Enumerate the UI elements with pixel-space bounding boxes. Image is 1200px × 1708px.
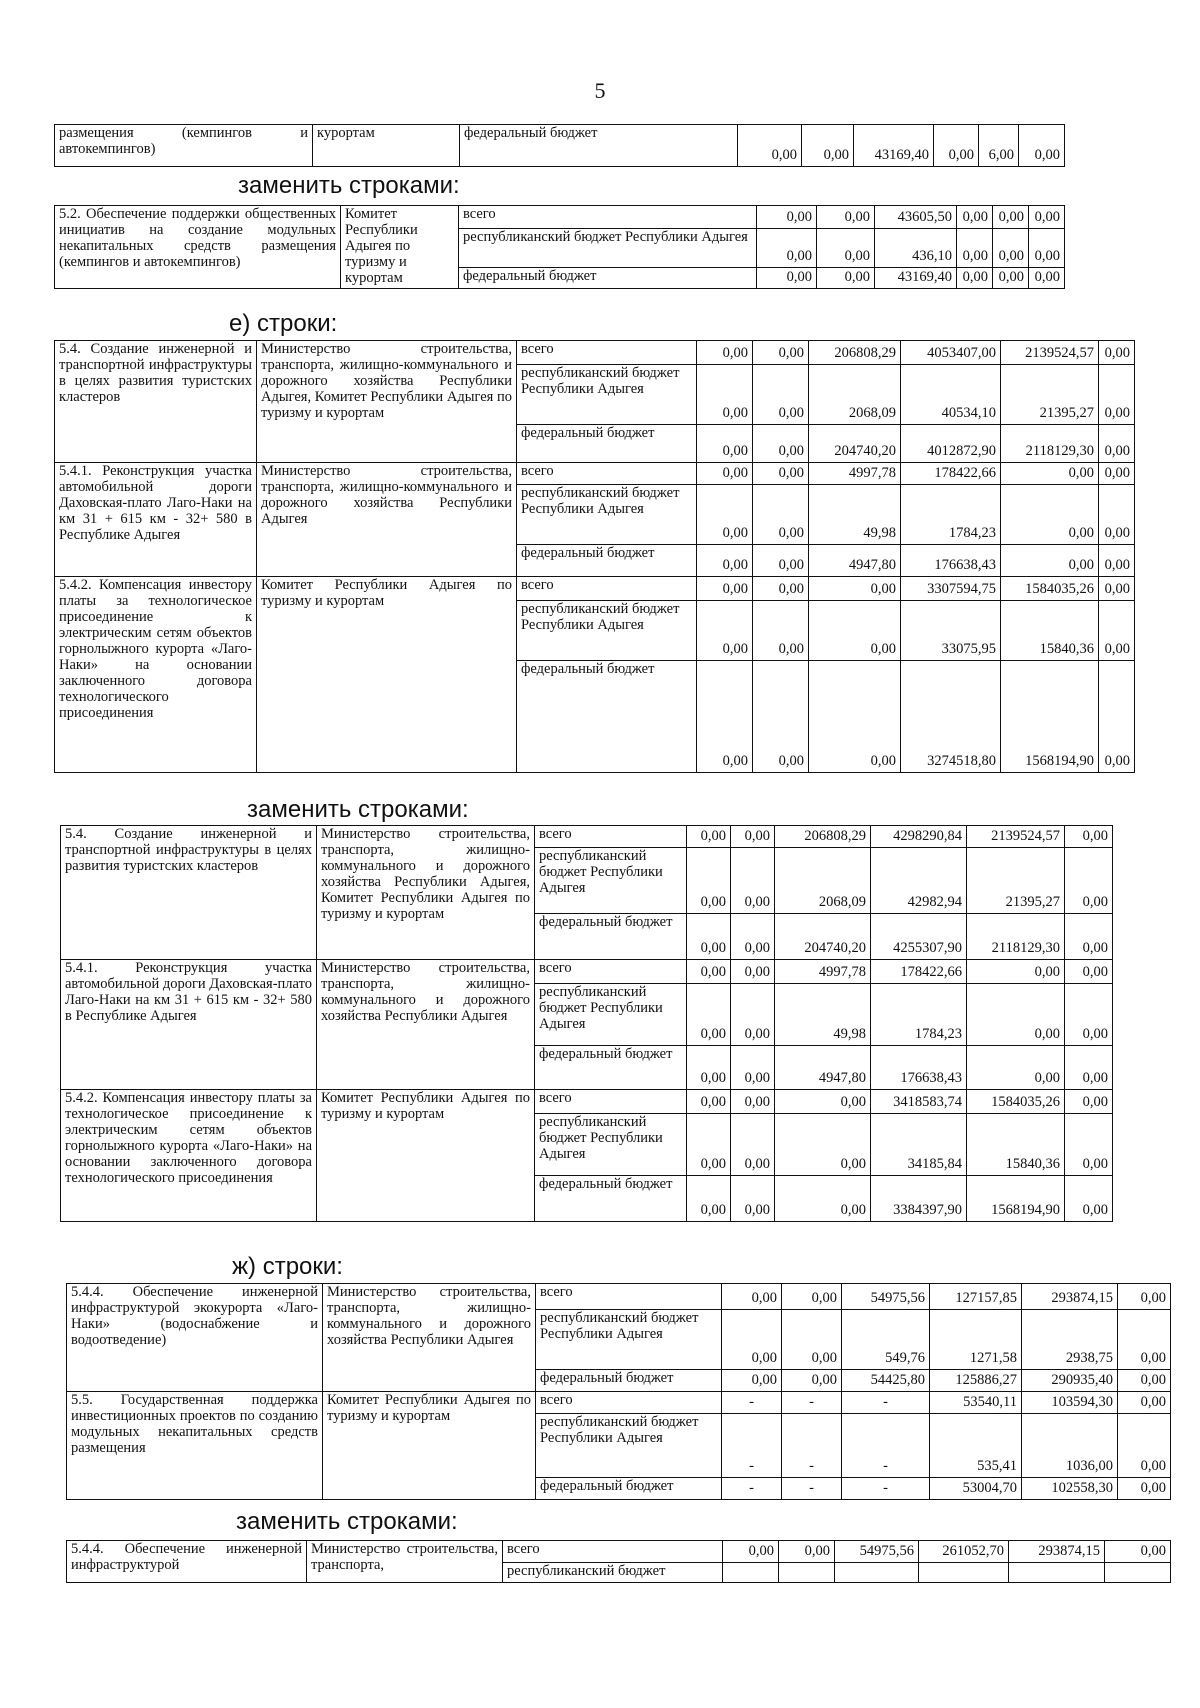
value-cell: 0,00 xyxy=(1099,425,1135,463)
value-cell: 0,00 xyxy=(1099,341,1135,365)
executor: Министерство строительства, транспорта, жилищно-коммунального и дорожного хозяйства Республики Адыгея xyxy=(323,1284,536,1392)
value-cell: 0,00 xyxy=(738,125,802,167)
value-cell: 0,00 xyxy=(757,268,817,289)
value-cell: 178422,66 xyxy=(901,463,1001,485)
value-cell: 0,00 xyxy=(697,485,753,545)
funding-source: федеральный бюджет xyxy=(536,1478,722,1500)
replacement-table-zh xyxy=(66,1540,1171,1583)
funding-source: республиканский бюджет Республики Адыгея xyxy=(517,601,697,661)
value-cell: 0,00 xyxy=(1001,485,1099,545)
value-cell: 1036,00 xyxy=(1022,1414,1118,1478)
value-cell: 0,00 xyxy=(1118,1478,1171,1500)
value-cell: 4053407,00 xyxy=(901,341,1001,365)
value-cell: 0,00 xyxy=(779,1541,835,1563)
value-cell: 54425,80 xyxy=(842,1370,930,1392)
value-cell: 1271,58 xyxy=(930,1310,1022,1370)
value-cell: 125886,27 xyxy=(930,1370,1022,1392)
value-cell: 0,00 xyxy=(967,984,1065,1046)
value-cell: 0,00 xyxy=(802,125,854,167)
measure-name: 5.4.4. Обеспечение инженерной инфраструктурой xyxy=(67,1541,307,1583)
value-cell: 176638,43 xyxy=(901,545,1001,577)
funding-source: республиканский бюджет Республики Адыгея xyxy=(536,1414,722,1478)
replacement-table-e xyxy=(60,825,1113,1222)
value-cell: 6,00 xyxy=(979,125,1019,167)
value-cell: 0,00 xyxy=(1099,577,1135,601)
value-cell: 0,00 xyxy=(1065,984,1113,1046)
value-cell: 0,00 xyxy=(1065,1046,1113,1090)
value-cell: - xyxy=(782,1392,842,1414)
value-cell: 53540,11 xyxy=(930,1392,1022,1414)
value-cell: 206808,29 xyxy=(775,826,871,848)
value-cell: 204740,20 xyxy=(809,425,901,463)
value-cell: - xyxy=(782,1478,842,1500)
funding-source: всего xyxy=(517,463,697,485)
value-cell: 1784,23 xyxy=(901,485,1001,545)
funding-source: республиканский бюджет Республики Адыгея xyxy=(517,485,697,545)
measure-name: размещения (кемпингов и автокемпингов) xyxy=(55,125,313,167)
value-cell: 43605,50 xyxy=(875,206,957,229)
value-cell: 0,00 xyxy=(775,1114,871,1176)
measure-name: 5.4. Создание инженерной и транспортной инфраструктуры в целях развития туристских кластеров xyxy=(55,341,257,463)
value-cell: 1568194,90 xyxy=(1001,661,1099,773)
value-cell: 0,00 xyxy=(809,577,901,601)
value-cell: 549,76 xyxy=(842,1310,930,1370)
section-heading: ж) строки: xyxy=(232,1253,343,1280)
value-cell: 0,00 xyxy=(993,268,1029,289)
value-cell: 0,00 xyxy=(757,206,817,229)
value-cell: 0,00 xyxy=(731,848,775,914)
funding-source: федеральный бюджет xyxy=(460,125,738,167)
executor: Комитет Республики Адыгея по туризму и курортам xyxy=(341,206,459,289)
value-cell: - xyxy=(842,1414,930,1478)
value-cell: 103594,30 xyxy=(1022,1392,1118,1414)
value-cell: 0,00 xyxy=(782,1284,842,1310)
funding-source: республиканский бюджет Республики Адыгея xyxy=(535,848,687,914)
value-cell xyxy=(723,1563,779,1583)
executor: Министерство строительства, транспорта, жилищно-коммунального и дорожного хозяйства Республики Адыгея, Комитет Республики Адыгея по туризму и курортам xyxy=(317,826,535,960)
funding-source: всего xyxy=(535,826,687,848)
value-cell xyxy=(835,1563,919,1583)
value-cell: 0,00 xyxy=(1099,601,1135,661)
value-cell: 0,00 xyxy=(782,1310,842,1370)
section-heading: заменить строками: xyxy=(236,1508,458,1535)
value-cell: 3307594,75 xyxy=(901,577,1001,601)
value-cell: 4012872,90 xyxy=(901,425,1001,463)
value-cell: 0,00 xyxy=(722,1310,782,1370)
value-cell: 54975,56 xyxy=(842,1284,930,1310)
value-cell: 21395,27 xyxy=(967,848,1065,914)
value-cell: 0,00 xyxy=(697,365,753,425)
value-cell: 293874,15 xyxy=(1022,1284,1118,1310)
value-cell: 0,00 xyxy=(957,228,993,267)
value-cell: - xyxy=(842,1392,930,1414)
replacement-table-5-2 xyxy=(54,205,1065,289)
measure-name: 5.4.1. Реконструкция участка автомобильной дороги Даховская-плато Лаго-Наки на км 31 + 615 км - 32+ 580 в Республике Адыгея xyxy=(55,463,257,577)
value-cell: 0,00 xyxy=(753,341,809,365)
value-cell: 0,00 xyxy=(1065,1176,1113,1222)
old-rows-table-e xyxy=(54,340,1135,773)
value-cell: 4997,78 xyxy=(775,960,871,984)
executor: Министерство строительства, транспорта, жилищно-коммунального и дорожного хозяйства Республики Адыгея xyxy=(317,960,535,1090)
value-cell: 0,00 xyxy=(809,601,901,661)
funding-source: всего xyxy=(517,341,697,365)
value-cell: 436,10 xyxy=(875,228,957,267)
value-cell: 42982,94 xyxy=(871,848,967,914)
value-cell: 0,00 xyxy=(723,1541,779,1563)
funding-source: федеральный бюджет xyxy=(459,268,757,289)
value-cell: 0,00 xyxy=(1001,545,1099,577)
value-cell: 33075,95 xyxy=(901,601,1001,661)
value-cell: 4997,78 xyxy=(809,463,901,485)
value-cell: 0,00 xyxy=(687,1046,731,1090)
value-cell: 4947,80 xyxy=(809,545,901,577)
value-cell: 0,00 xyxy=(753,365,809,425)
value-cell: 0,00 xyxy=(1029,268,1065,289)
funding-source: республиканский бюджет xyxy=(503,1563,723,1583)
value-cell: 0,00 xyxy=(1118,1310,1171,1370)
value-cell: 2938,75 xyxy=(1022,1310,1118,1370)
funding-source: всего xyxy=(459,206,757,229)
value-cell: 0,00 xyxy=(687,984,731,1046)
value-cell: 2118129,30 xyxy=(1001,425,1099,463)
value-cell xyxy=(1105,1563,1171,1583)
continued-row-table xyxy=(54,124,1065,167)
executor: курортам xyxy=(313,125,460,167)
value-cell: 261052,70 xyxy=(919,1541,1009,1563)
value-cell: 49,98 xyxy=(809,485,901,545)
value-cell: 1784,23 xyxy=(871,984,967,1046)
value-cell: 0,00 xyxy=(697,341,753,365)
value-cell: 1584035,26 xyxy=(967,1090,1065,1114)
value-cell: 0,00 xyxy=(697,577,753,601)
funding-source: республиканский бюджет Республики Адыгея xyxy=(535,1114,687,1176)
value-cell: 0,00 xyxy=(687,1114,731,1176)
value-cell: 0,00 xyxy=(1065,848,1113,914)
measure-name: 5.4.2. Компенсация инвестору платы за технологическое присоединение к электрическим сетям объектов горнолыжного курорта «Лаго-Наки» на основании заключенного договора технологического присоединения xyxy=(55,577,257,773)
value-cell: 0,00 xyxy=(687,1090,731,1114)
value-cell: 0,00 xyxy=(687,848,731,914)
value-cell: 127157,85 xyxy=(930,1284,1022,1310)
value-cell: 0,00 xyxy=(753,577,809,601)
value-cell: - xyxy=(722,1478,782,1500)
measure-name: 5.4.4. Обеспечение инженерной инфраструктурой экокурорта «Лаго-Наки» (водоснабжение и водоотведение) xyxy=(67,1284,323,1392)
measure-name: 5.2. Обеспечение поддержки общественных инициатив на создание модульных некапитальных средств размещения (кемпингов и автокемпингов) xyxy=(55,206,341,289)
value-cell: 0,00 xyxy=(731,1114,775,1176)
value-cell: 0,00 xyxy=(731,826,775,848)
value-cell: 2068,09 xyxy=(809,365,901,425)
value-cell: - xyxy=(782,1414,842,1478)
value-cell: 3274518,80 xyxy=(901,661,1001,773)
value-cell: 0,00 xyxy=(731,984,775,1046)
funding-source: федеральный бюджет xyxy=(535,1176,687,1222)
value-cell: 0,00 xyxy=(1105,1541,1171,1563)
value-cell: 0,00 xyxy=(753,661,809,773)
value-cell: 0,00 xyxy=(1099,365,1135,425)
value-cell: 0,00 xyxy=(731,1046,775,1090)
funding-source: федеральный бюджет xyxy=(517,425,697,463)
value-cell: 0,00 xyxy=(753,601,809,661)
funding-source: федеральный бюджет xyxy=(535,914,687,960)
value-cell: 0,00 xyxy=(775,1176,871,1222)
value-cell: 3418583,74 xyxy=(871,1090,967,1114)
value-cell: 0,00 xyxy=(775,1090,871,1114)
value-cell: 15840,36 xyxy=(1001,601,1099,661)
funding-source: всего xyxy=(503,1541,723,1563)
value-cell: 1584035,26 xyxy=(1001,577,1099,601)
value-cell: 204740,20 xyxy=(775,914,871,960)
value-cell: 0,00 xyxy=(731,960,775,984)
funding-source: всего xyxy=(535,960,687,984)
value-cell: 0,00 xyxy=(1099,463,1135,485)
value-cell: 0,00 xyxy=(731,1090,775,1114)
value-cell: 2139524,57 xyxy=(967,826,1065,848)
value-cell: 0,00 xyxy=(957,268,993,289)
executor: Министерство строительства, транспорта, жилищно-коммунального и дорожного хозяйства Республики Адыгея, Комитет Республики Адыгея по туризму и курортам xyxy=(257,341,517,463)
value-cell: 40534,10 xyxy=(901,365,1001,425)
value-cell: 0,00 xyxy=(1118,1414,1171,1478)
value-cell: 0,00 xyxy=(1065,960,1113,984)
value-cell: 0,00 xyxy=(697,601,753,661)
funding-source: федеральный бюджет xyxy=(535,1046,687,1090)
funding-source: республиканский бюджет Республики Адыгея xyxy=(535,984,687,1046)
funding-source: республиканский бюджет Республики Адыгея xyxy=(517,365,697,425)
value-cell: 0,00 xyxy=(697,545,753,577)
value-cell: 0,00 xyxy=(753,545,809,577)
funding-source: федеральный бюджет xyxy=(517,661,697,773)
value-cell: - xyxy=(722,1392,782,1414)
funding-source: республиканский бюджет Республики Адыгея xyxy=(536,1310,722,1370)
section-heading: е) строки: xyxy=(229,310,338,337)
value-cell: 0,00 xyxy=(1065,1090,1113,1114)
value-cell: 34185,84 xyxy=(871,1114,967,1176)
value-cell: - xyxy=(842,1478,930,1500)
value-cell xyxy=(1009,1563,1105,1583)
value-cell: 0,00 xyxy=(1001,463,1099,485)
value-cell: 43169,40 xyxy=(854,125,934,167)
measure-name: 5.5. Государственная поддержка инвестиционных проектов по созданию модульных некапитальных средств размещения xyxy=(67,1392,323,1500)
page-number: 5 xyxy=(594,78,606,103)
value-cell xyxy=(779,1563,835,1583)
value-cell: 15840,36 xyxy=(967,1114,1065,1176)
value-cell: 0,00 xyxy=(817,268,875,289)
value-cell: 0,00 xyxy=(697,425,753,463)
value-cell: 102558,30 xyxy=(1022,1478,1118,1500)
value-cell: 0,00 xyxy=(687,960,731,984)
executor: Министерство строительства, транспорта, xyxy=(307,1541,503,1583)
value-cell: - xyxy=(722,1414,782,1478)
value-cell: 0,00 xyxy=(687,914,731,960)
value-cell: 0,00 xyxy=(731,1176,775,1222)
value-cell: 2118129,30 xyxy=(967,914,1065,960)
value-cell: 0,00 xyxy=(1029,206,1065,229)
value-cell: 0,00 xyxy=(697,463,753,485)
value-cell: 0,00 xyxy=(1019,125,1065,167)
value-cell: 0,00 xyxy=(697,661,753,773)
executor: Комитет Республики Адыгея по туризму и курортам xyxy=(257,577,517,773)
value-cell: 2139524,57 xyxy=(1001,341,1099,365)
value-cell: 0,00 xyxy=(1118,1284,1171,1310)
value-cell: 0,00 xyxy=(817,228,875,267)
value-cell: 0,00 xyxy=(957,206,993,229)
funding-source: федеральный бюджет xyxy=(517,545,697,577)
value-cell: 54975,56 xyxy=(835,1541,919,1563)
value-cell: 0,00 xyxy=(1065,826,1113,848)
value-cell: 0,00 xyxy=(753,485,809,545)
section-heading: заменить строками: xyxy=(238,172,460,199)
value-cell: 0,00 xyxy=(809,661,901,773)
value-cell: 293874,15 xyxy=(1009,1541,1105,1563)
executor: Комитет Республики Адыгея по туризму и курортам xyxy=(317,1090,535,1222)
value-cell: 0,00 xyxy=(1065,1114,1113,1176)
funding-source: всего xyxy=(517,577,697,601)
value-cell: 0,00 xyxy=(1118,1370,1171,1392)
value-cell: 0,00 xyxy=(753,463,809,485)
value-cell: 0,00 xyxy=(1099,661,1135,773)
value-cell: 0,00 xyxy=(722,1284,782,1310)
value-cell: 0,00 xyxy=(1118,1392,1171,1414)
value-cell: 21395,27 xyxy=(1001,365,1099,425)
value-cell: 0,00 xyxy=(993,228,1029,267)
value-cell: 0,00 xyxy=(1099,485,1135,545)
funding-source: республиканский бюджет Республики Адыгея xyxy=(459,228,757,267)
value-cell: 206808,29 xyxy=(809,341,901,365)
value-cell: 0,00 xyxy=(757,228,817,267)
value-cell: 0,00 xyxy=(722,1370,782,1392)
old-rows-table-zh xyxy=(66,1283,1171,1500)
value-cell: 290935,40 xyxy=(1022,1370,1118,1392)
section-heading: заменить строками: xyxy=(247,796,469,823)
value-cell: 0,00 xyxy=(1099,545,1135,577)
value-cell: 176638,43 xyxy=(871,1046,967,1090)
funding-source: федеральный бюджет xyxy=(536,1370,722,1392)
measure-name: 5.4.1. Реконструкция участка автомобильной дороги Даховская-плато Лаго-Наки на км 31 + 615 км - 32+ 580 в Республике Адыгея xyxy=(61,960,317,1090)
measure-name: 5.4.2. Компенсация инвестору платы за технологическое присоединение к электрическим сетям объектов горнолыжного курорта «Лаго-Наки» на основании заключенного договора технологического присоединения xyxy=(61,1090,317,1222)
executor: Комитет Республики Адыгея по туризму и курортам xyxy=(323,1392,536,1500)
value-cell: 53004,70 xyxy=(930,1478,1022,1500)
value-cell: 0,00 xyxy=(687,1176,731,1222)
funding-source: всего xyxy=(535,1090,687,1114)
value-cell: 0,00 xyxy=(753,425,809,463)
value-cell: 1568194,90 xyxy=(967,1176,1065,1222)
funding-source: всего xyxy=(536,1392,722,1414)
value-cell: 0,00 xyxy=(687,826,731,848)
value-cell: 0,00 xyxy=(782,1370,842,1392)
value-cell: 4947,80 xyxy=(775,1046,871,1090)
value-cell: 178422,66 xyxy=(871,960,967,984)
value-cell: 0,00 xyxy=(817,206,875,229)
executor: Министерство строительства, транспорта, жилищно-коммунального и дорожного хозяйства Республики Адыгея xyxy=(257,463,517,577)
value-cell: 4298290,84 xyxy=(871,826,967,848)
value-cell: 0,00 xyxy=(993,206,1029,229)
value-cell: 3384397,90 xyxy=(871,1176,967,1222)
value-cell: 43169,40 xyxy=(875,268,957,289)
value-cell: 0,00 xyxy=(967,960,1065,984)
value-cell: 0,00 xyxy=(731,914,775,960)
value-cell: 0,00 xyxy=(1029,228,1065,267)
value-cell: 535,41 xyxy=(930,1414,1022,1478)
value-cell: 0,00 xyxy=(1065,914,1113,960)
value-cell xyxy=(919,1563,1009,1583)
value-cell: 4255307,90 xyxy=(871,914,967,960)
value-cell: 0,00 xyxy=(967,1046,1065,1090)
value-cell: 49,98 xyxy=(775,984,871,1046)
value-cell: 0,00 xyxy=(934,125,979,167)
value-cell: 2068,09 xyxy=(775,848,871,914)
measure-name: 5.4. Создание инженерной и транспортной инфраструктуры в целях развития туристских кластеров xyxy=(61,826,317,960)
funding-source: всего xyxy=(536,1284,722,1310)
